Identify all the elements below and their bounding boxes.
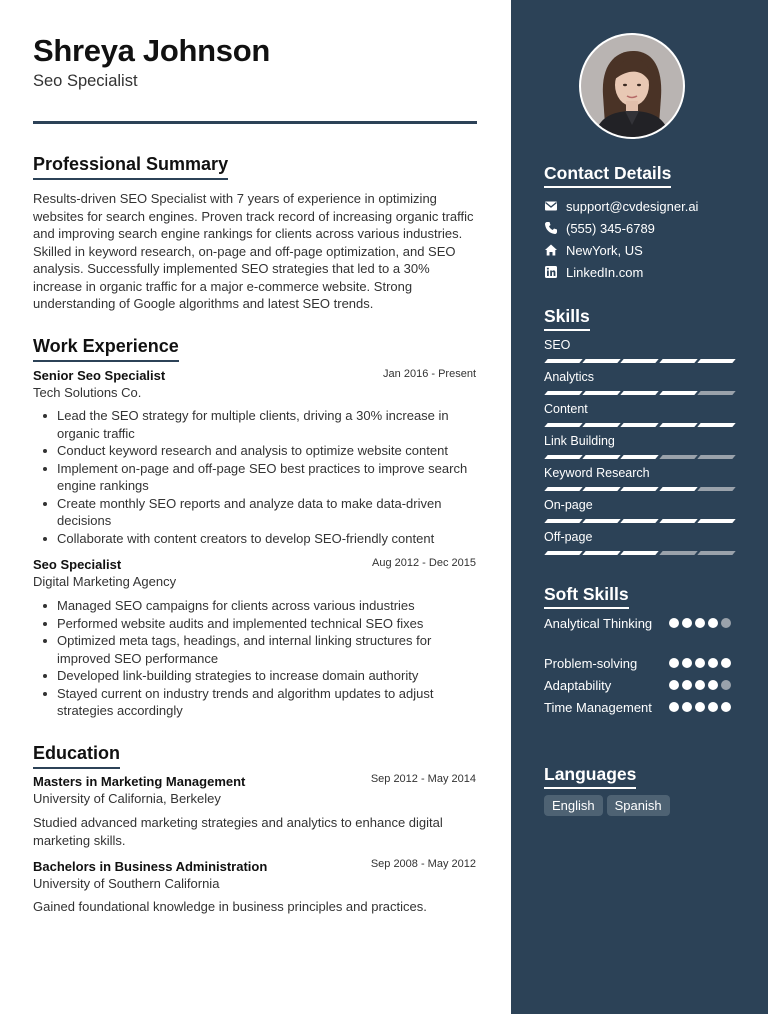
profile-photo — [579, 33, 685, 139]
skill-level-segment — [697, 487, 736, 491]
job-bullet: Managed SEO campaigns for clients across various industries — [57, 597, 482, 615]
rating-dot — [682, 618, 692, 628]
summary-heading: Professional Summary — [33, 154, 228, 180]
rating-dot — [708, 680, 718, 690]
rating-dot — [695, 658, 705, 668]
job-bullet: Conduct keyword research and analysis to optimize website content — [57, 442, 482, 460]
skill-name: Link Building — [544, 434, 615, 448]
skill-level-segment — [621, 487, 660, 491]
degree-title: Bachelors in Business Administration — [33, 859, 268, 874]
work-heading: Work Experience — [33, 336, 179, 362]
skill-level-segment — [621, 519, 660, 523]
portrait-illustration — [581, 35, 683, 137]
candidate-role: Seo Specialist — [33, 72, 138, 90]
rating-dot — [721, 618, 731, 628]
job-title: Senior Seo Specialist — [33, 368, 166, 383]
rating-dot — [669, 702, 679, 712]
job-date: Jan 2016 - Present — [383, 368, 476, 380]
skill-level-segment — [697, 519, 736, 523]
skill-level-segment — [621, 359, 660, 363]
job-title: Seo Specialist — [33, 557, 122, 572]
sidebar — [511, 0, 768, 1014]
skill-level-bar — [546, 359, 734, 363]
language-chip: Spanish — [607, 795, 670, 816]
skill-name: Off-page — [544, 530, 593, 544]
rating-dot — [721, 658, 731, 668]
skill-level-segment — [659, 455, 698, 459]
rating-dot — [682, 702, 692, 712]
skill-level-segment — [697, 455, 736, 459]
skill-level-segment — [659, 551, 698, 555]
soft-skill-rating — [669, 702, 731, 712]
job-bullet: Stayed current on industry trends and algorithm updates to adjust strategies accordingly — [57, 685, 482, 720]
phone-text: (555) 345-6789 — [566, 220, 655, 236]
job-bullet: Collaborate with content creators to develop SEO-friendly content — [57, 530, 482, 548]
soft-skill-name: Adaptability — [544, 678, 612, 693]
soft-skill-name: Problem-solving — [544, 656, 638, 671]
rating-dot — [682, 680, 692, 690]
skill-level-segment — [697, 551, 736, 555]
skill-level-segment — [659, 391, 698, 395]
soft-skill-name: Time Management — [544, 700, 652, 715]
skill-level-bar — [546, 391, 734, 395]
job-company: Tech Solutions Co. — [33, 385, 142, 400]
skill-level-segment — [544, 455, 583, 459]
job-company: Digital Marketing Agency — [33, 574, 177, 589]
soft-skills-heading: Soft Skills — [544, 584, 629, 609]
contact-phone[interactable] — [544, 218, 655, 238]
summary-text: Results-driven SEO Specialist with 7 years of experience in optimizing websites for search engines. Proven track record of increasing organic traffic and improving search engine rankings for clients across various industries. Skilled in keyword research, on-page and off-page optimization, and SEO analysis. Successfully implemented SEO strategies that led to a 30% increase in organic traffic for a major e-commerce website. Strong understanding of Google algorithms and latest SEO trends. — [33, 191, 474, 311]
contact-location — [544, 240, 643, 260]
skill-level-segment — [583, 519, 622, 523]
skill-level-segment — [621, 455, 660, 459]
contact-linkedin[interactable] — [544, 262, 643, 282]
skill-level-segment — [544, 551, 583, 555]
degree-date: Sep 2008 - May 2012 — [370, 858, 476, 870]
rating-dot — [708, 702, 718, 712]
rating-dot — [669, 658, 679, 668]
skill-level-bar — [546, 455, 734, 459]
email-text: support@cvdesigner.ai — [566, 198, 699, 214]
skill-level-segment — [621, 423, 660, 427]
job-bullets — [57, 407, 482, 547]
skill-level-segment — [583, 423, 622, 427]
degree-title: Masters in Marketing Management — [33, 774, 246, 789]
rating-dot — [721, 680, 731, 690]
job-bullet: Performed website audits and implemented technical SEO fixes — [57, 615, 482, 633]
skill-level-segment — [659, 359, 698, 363]
language-chip: English — [544, 795, 603, 816]
job-bullet: Developed link-building strategies to increase domain authority — [57, 667, 482, 685]
header-divider — [33, 121, 477, 124]
skill-level-segment — [544, 391, 583, 395]
skill-level-segment — [544, 423, 583, 427]
skill-level-segment — [621, 391, 660, 395]
skill-level-segment — [583, 487, 622, 491]
skill-name: On-page — [544, 498, 593, 512]
rating-dot — [708, 618, 718, 628]
skill-level-segment — [621, 551, 660, 555]
rating-dot — [682, 658, 692, 668]
school-name: University of California, Berkeley — [33, 791, 221, 806]
skill-level-segment — [583, 551, 622, 555]
rating-dot — [721, 702, 731, 712]
rating-dot — [669, 680, 679, 690]
skill-level-segment — [697, 423, 736, 427]
job-bullets — [57, 597, 482, 720]
location-text: NewYork, US — [566, 242, 643, 258]
envelope-icon — [544, 199, 558, 213]
job-bullet: Lead the SEO strategy for multiple clients, driving a 30% increase in organic traffic — [57, 407, 482, 442]
soft-skill-rating — [669, 658, 731, 668]
skill-name: SEO — [544, 338, 571, 352]
skill-level-bar — [546, 519, 734, 523]
soft-skill-rating — [669, 680, 731, 690]
contact-email[interactable] — [544, 196, 698, 216]
rating-dot — [708, 658, 718, 668]
skill-level-segment — [583, 391, 622, 395]
skill-level-segment — [659, 423, 698, 427]
job-bullet: Optimized meta tags, headings, and internal linking structures for improved SEO performance — [57, 632, 482, 667]
skill-level-segment — [544, 519, 583, 523]
degree-date: Sep 2012 - May 2014 — [370, 773, 476, 785]
rating-dot — [695, 680, 705, 690]
soft-skill-name: Analytical Thinking — [544, 616, 653, 631]
skill-level-segment — [544, 487, 583, 491]
skills-heading: Skills — [544, 306, 590, 331]
contact-heading: Contact Details — [544, 163, 671, 188]
rating-dot — [695, 618, 705, 628]
skill-level-segment — [583, 359, 622, 363]
linkedin-icon — [544, 265, 558, 279]
skill-level-bar — [546, 487, 734, 491]
rating-dot — [669, 618, 679, 628]
phone-icon — [544, 221, 558, 235]
skill-name: Analytics — [544, 370, 595, 384]
languages-heading: Languages — [544, 764, 636, 789]
skill-level-segment — [659, 487, 698, 491]
degree-description: Studied advanced marketing strategies and analytics to enhance digital marketing skills. — [33, 815, 443, 848]
skill-level-bar — [546, 423, 734, 427]
skill-level-segment — [697, 359, 736, 363]
school-name: University of Southern California — [33, 876, 220, 891]
skill-name: Keyword Research — [544, 466, 650, 480]
skill-level-segment — [544, 359, 583, 363]
skill-name: Content — [544, 402, 588, 416]
soft-skill-rating — [669, 618, 731, 628]
languages-list — [544, 795, 670, 816]
skill-level-segment — [583, 455, 622, 459]
linkedin-text: LinkedIn.com — [566, 264, 644, 280]
skill-level-bar — [546, 551, 734, 555]
skill-level-segment — [659, 519, 698, 523]
degree-description: Gained foundational knowledge in business principles and practices. — [33, 899, 427, 914]
job-bullet: Implement on-page and off-page SEO best practices to improve search engine rankings — [57, 460, 482, 495]
job-bullet: Create monthly SEO reports and analyze data to make data-driven decisions — [57, 495, 482, 530]
job-date: Aug 2012 - Dec 2015 — [372, 557, 476, 569]
skill-level-segment — [697, 391, 736, 395]
candidate-name: Shreya Johnson — [33, 33, 270, 68]
education-heading: Education — [33, 743, 120, 769]
rating-dot — [695, 702, 705, 712]
home-icon — [544, 243, 558, 257]
